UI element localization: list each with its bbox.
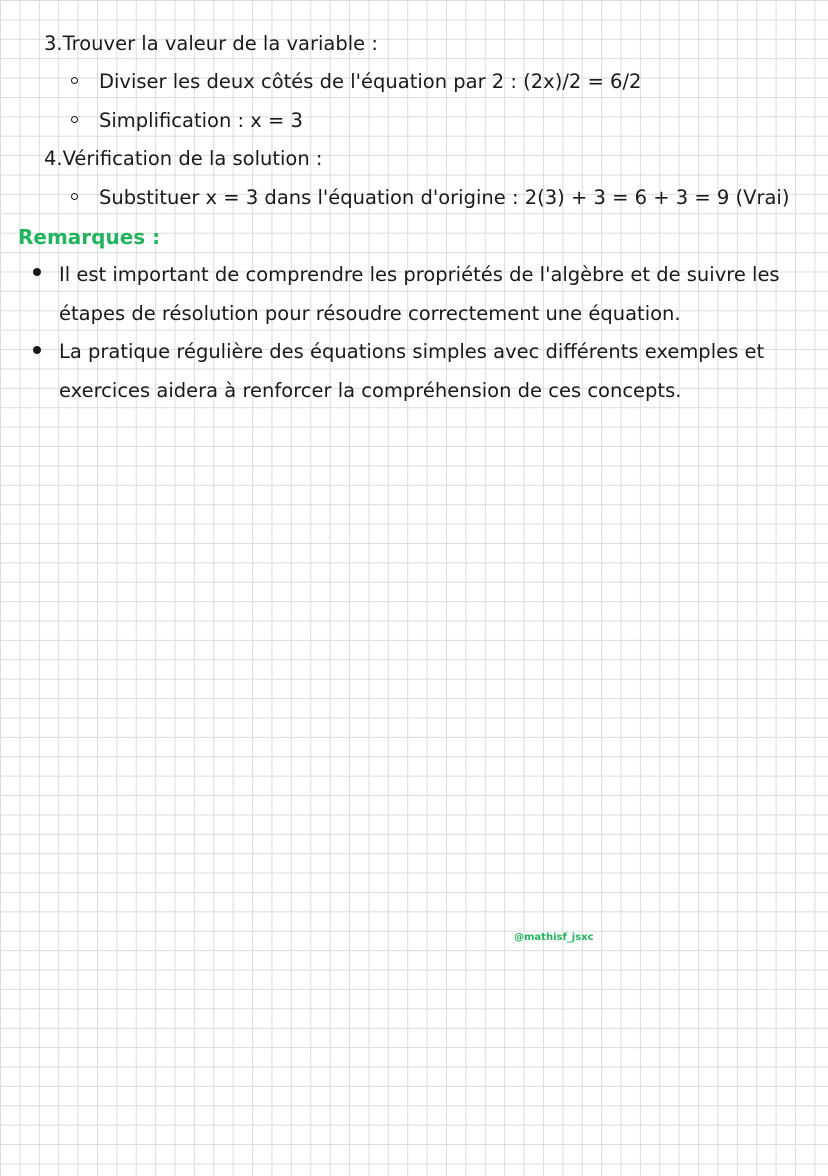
bullet-dot-icon (33, 268, 41, 276)
hollow-bullet-icon (71, 193, 78, 200)
bullet-dot-icon (33, 346, 41, 354)
step-4-bullet-substitute: Substituer x = 3 dans l'équation d'origine : 2(3) + 3 = 6 + 3 = 9 (Vrai) (99, 186, 790, 209)
step-3-bullet-simplify: Simplification : x = 3 (99, 109, 303, 132)
remark-item-practice: La pratique régulière des équations simples avec différents exemples et exercices aidera à renforcer la compréhension de ces concepts. (59, 340, 765, 402)
remarks-heading: Remarques : (18, 225, 161, 249)
step-3-title: 3.Trouver la valeur de la variable : (44, 32, 378, 55)
hollow-bullet-icon (71, 116, 78, 123)
hollow-bullet-icon (71, 77, 78, 84)
author-watermark: @mathisf_jsxc (514, 932, 594, 943)
remark-item-properties: Il est important de comprendre les propriétés de l'algèbre et de suivre les étapes de résolution pour résoudre correctement une équation. (59, 263, 780, 325)
step-4-title: 4.Vérification de la solution : (44, 147, 323, 170)
step-3-bullet-divide: Diviser les deux côtés de l'équation par 2 : (2x)/2 = 6/2 (99, 70, 642, 93)
